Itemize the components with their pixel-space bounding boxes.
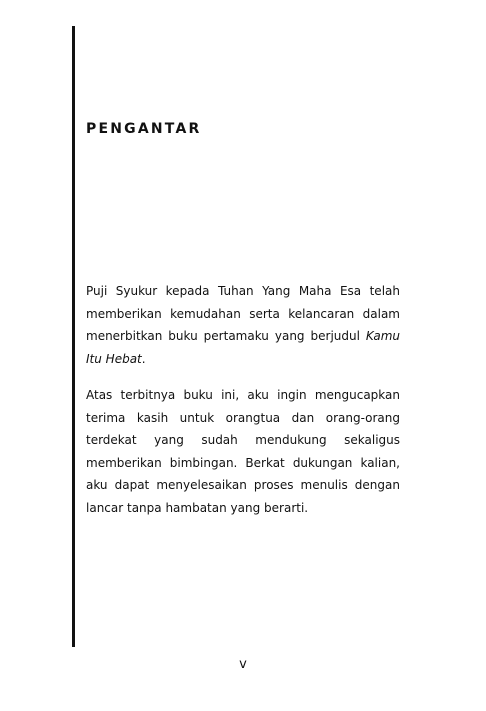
book-title-italic: Kamu Itu Hebat	[86, 329, 400, 366]
paragraph-gratitude-end: .	[141, 351, 146, 366]
left-vertical-rule	[72, 26, 75, 647]
paragraph-gratitude-text: Puji Syukur kepada Tuhan Yang Maha Esa telah memberikan kemudahan serta kelancaran dalam menerbitkan buku pertamaku yang berjudul	[86, 284, 400, 344]
paragraph-gratitude	[86, 280, 400, 370]
page-number: v	[239, 657, 247, 672]
paragraph-thanks: Atas terbitnya buku ini, aku ingin mengucapkan terima kasih untuk orangtua dan orang-orang terdekat yang sudah mendukung sekaligus memberikan bimbingan. Berkat dukungan kalian, aku dapat menyelesaikan proses menulis dengan lancar tanpa hambatan yang berarti.	[86, 388, 400, 515]
page-title: PENGANTAR	[86, 121, 202, 137]
